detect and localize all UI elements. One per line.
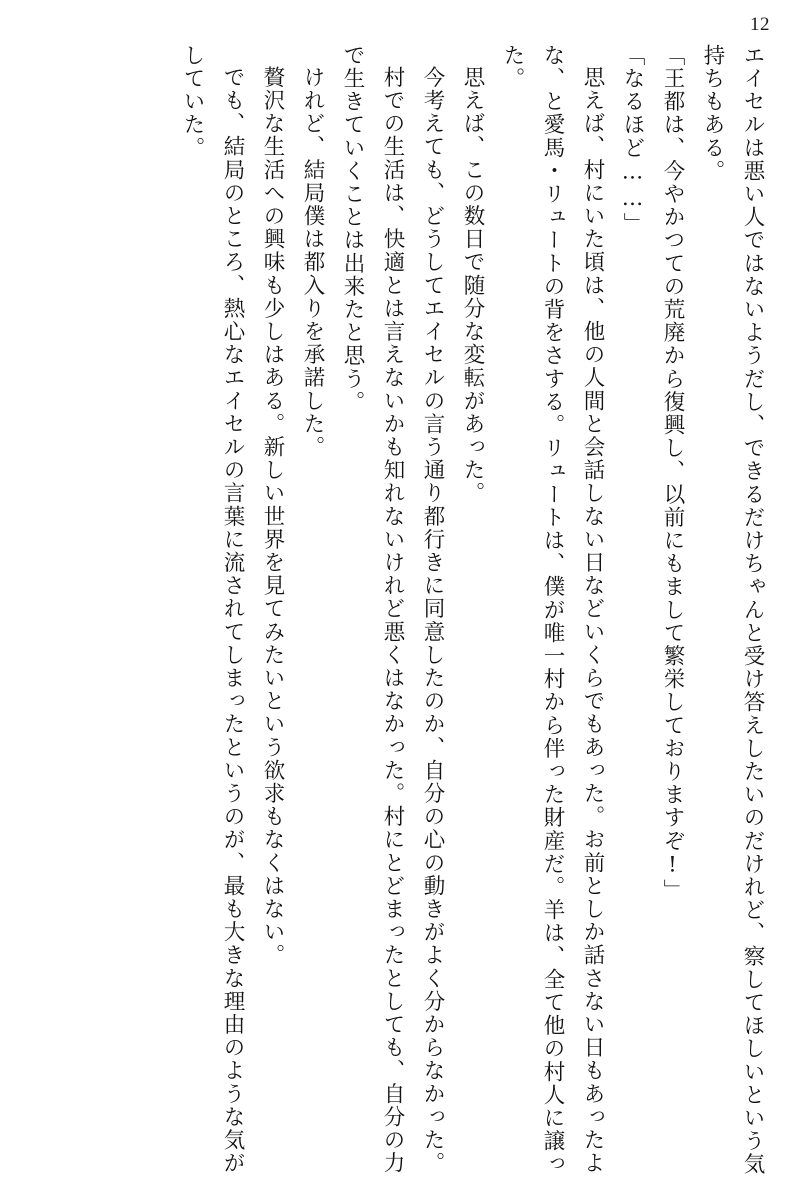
- paragraph: 思えば、村にいた頃は、他の人間と会話しない日などいくらでもあった。お前としか話さない日もあったよな、と愛馬・リュートの背をさする。リュートは、僕が唯一村から伴った財産だ。羊は、全て他の村人に譲った。: [500, 44, 605, 1176]
- paragraph: 「なるほど……」: [620, 44, 645, 236]
- paragraph: 「王都は、今やかつての荒廃から復興し、以前にもまして繁栄しておりますぞ!」: [660, 44, 685, 903]
- paragraph: エイセルは悪い人ではないようだし、できるだけちゃんと受け答えしたいのだけれど、察してほしいという気持ちもある。: [700, 44, 765, 1176]
- paragraph: 贅沢な生活への興味も少しはある。新しい世界を見てみたいという欲求もなくはない。: [260, 65, 285, 967]
- paragraph: 思えば、この数日で随分な変転があった。: [460, 65, 485, 505]
- paragraph: でも、結局のところ、熱心なエイセルの言葉に流されてしまったというのが、最も大きな理由のような気がしていた。: [180, 44, 245, 1175]
- page-number: 12: [750, 14, 770, 35]
- paragraph: けれど、結局僕は都入りを承諾した。: [300, 65, 325, 459]
- paragraph: 村での生活は、快適とは言えないかも知れないけれど悪くはなかった。村にとどまったとしても、自分の力で生きていくことは出来たと思う。: [340, 44, 405, 1175]
- paragraph: 今考えても、どうしてエイセルの言う通り都行きに同意したのか、自分の心の動きがよく分からなかった。: [420, 65, 445, 1175]
- page-body-text: [36, 44, 772, 1182]
